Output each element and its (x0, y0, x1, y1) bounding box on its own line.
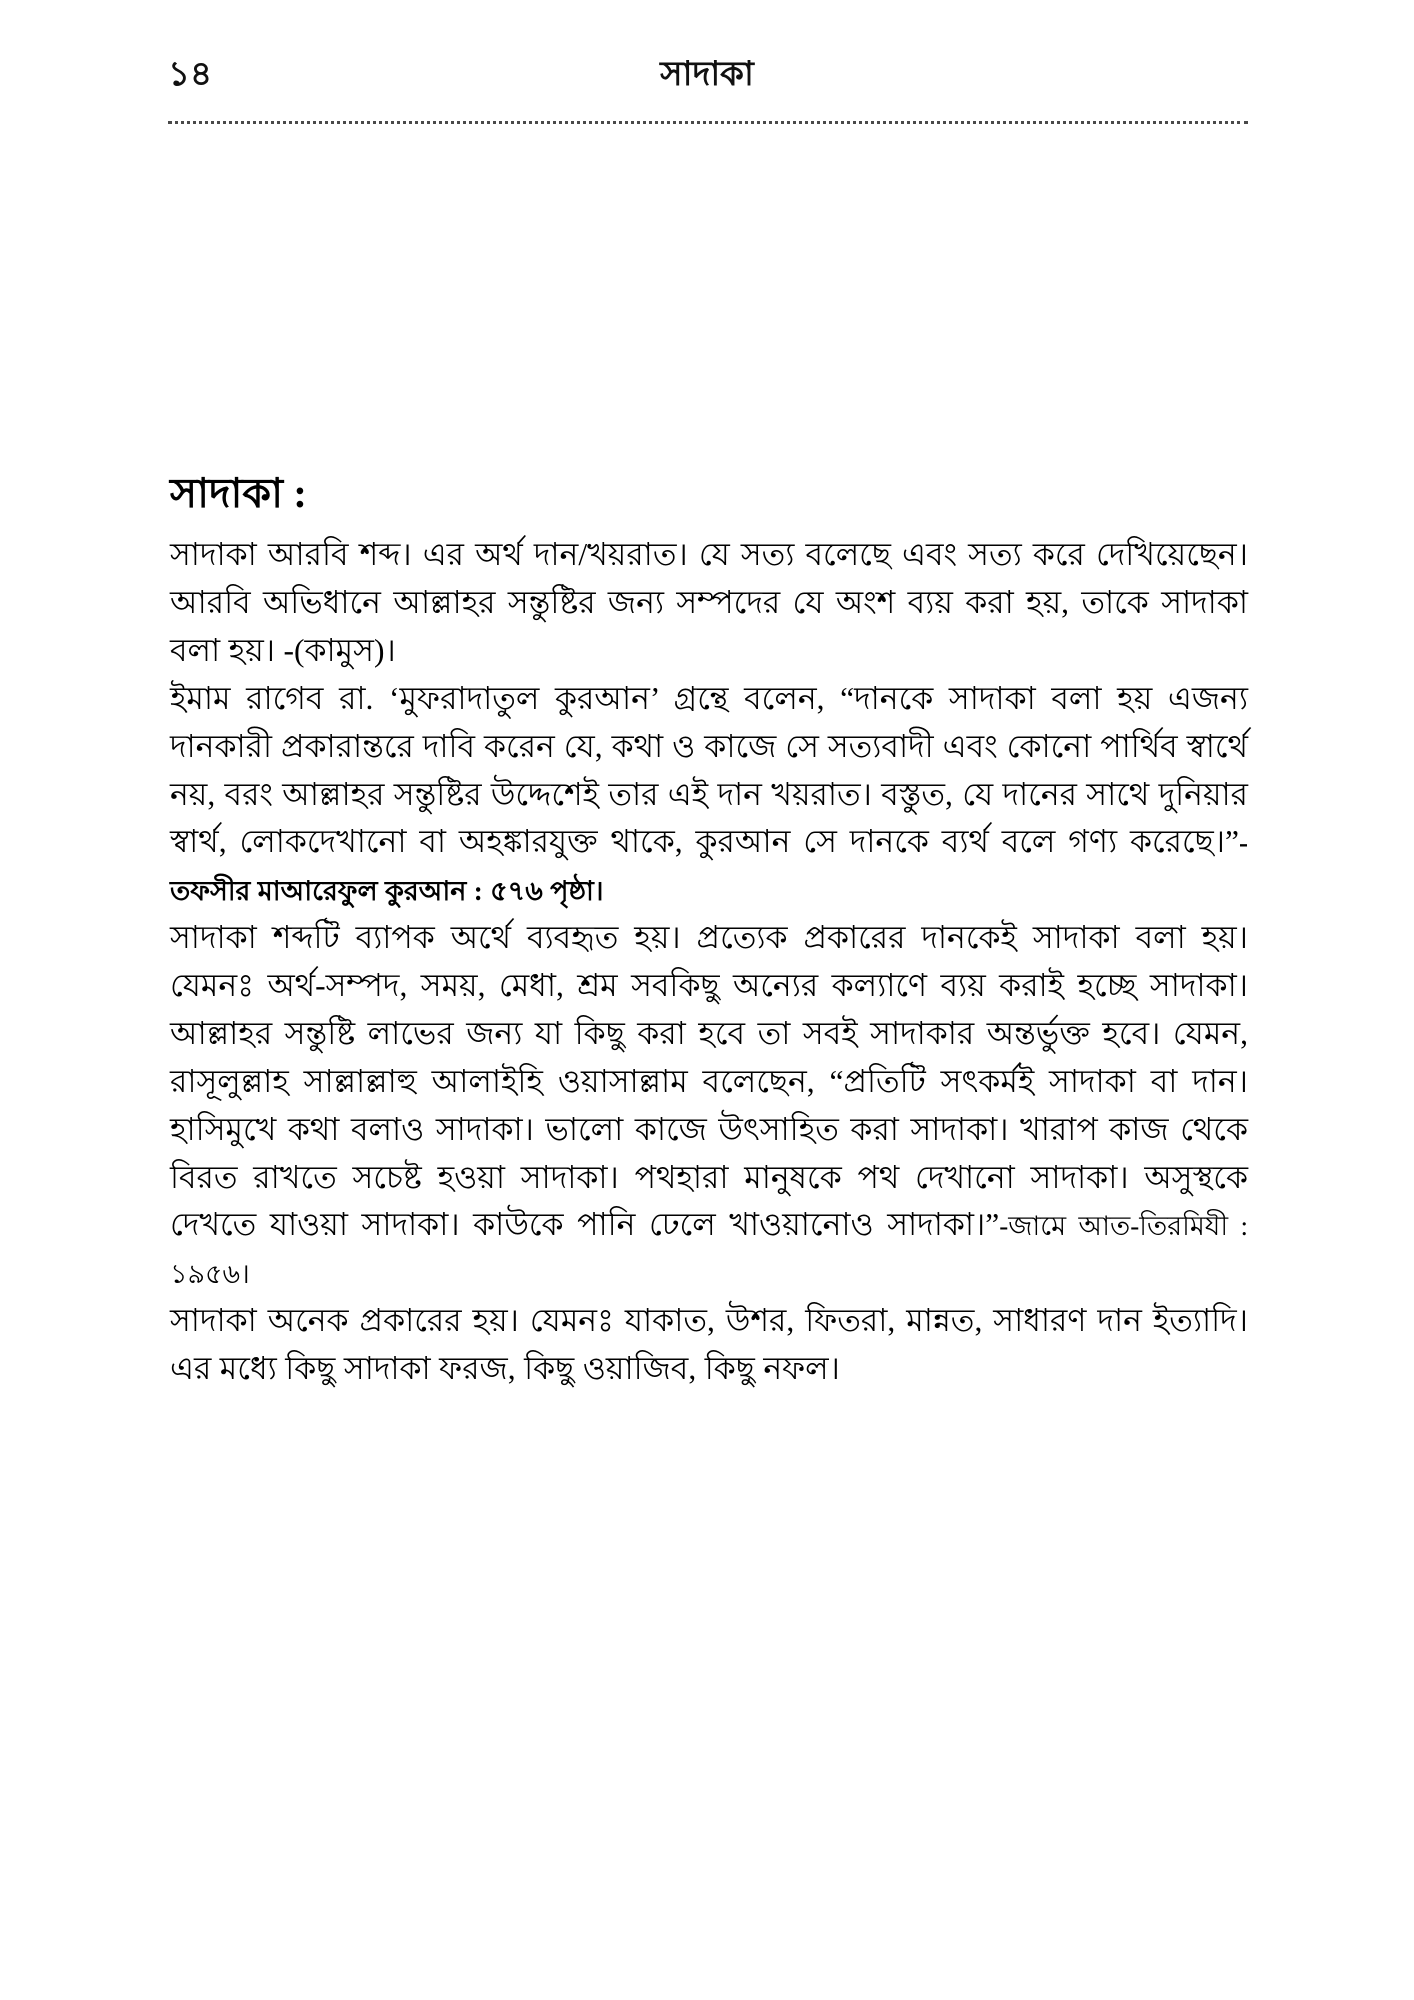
header-row (168, 58, 1246, 110)
page-header (168, 58, 1246, 110)
paragraph-definition: সাদাকা আরবি শব্দ। এর অর্থ দান/খয়রাত। যে সত্য বলেছে এবং সত্য করে দেখিয়েছেন। আরবি অভিধানে আল্লাহর সন্তুষ্টির জন্য সম্পদের যে অংশ ব্যয় করা হয়, তাকে সাদাকা বলা হয়। -(কামুস)। (170, 537, 1248, 668)
paragraph-imam-ragheb-quote (170, 675, 1248, 914)
section-heading: সাদাকা : (170, 470, 307, 516)
paragraph-types: সাদাকা অনেক প্রকারের হয়। যেমনঃ যাকাত, উশর, ফিতরা, মান্নত, সাধারণ দান ইত্যাদি। এর মধ্যে কিছু সাদাকা ফরজ, কিছু ওয়াজিব, কিছু নফল। (170, 1303, 1248, 1387)
page-number: ১৪ (168, 56, 213, 93)
running-title: সাদাকা (660, 56, 754, 93)
paragraph-text: ইমাম রাগেব রা. ‘মুফরাদাতুল কুরআন’ গ্রন্থে বলেন, “দানকে সাদাকা বলা হয় এজন্য দানকারী প্রকারান্তরে দাবি করেন যে, কথা ও কাজে সে সত্যবাদী এবং কোনো পার্থিব স্বার্থে নয়, বরং আল্লাহর সন্তুষ্টির উদ্দেশেই তার এই দান খয়রাত। বস্তুত, যে দানের সাথে দুনিয়ার স্বার্থ, লোকদেখানো বা অহঙ্কারযুক্ত থাকে, কুরআন সে দানকে ব্যর্থ বলে গণ্য করেছে।” (170, 680, 1248, 860)
citation-tirmidhi: -জামে আত-তিরমিযী : ১৯৫৬। (170, 1211, 1249, 1290)
page-body (170, 470, 1248, 1393)
paragraph-broad-meaning (170, 914, 1248, 1297)
citation-maareful-quran: -তফসীর মাআরেফুল কুরআন : ৫৭৬ পৃষ্ঠা। (170, 828, 1248, 907)
paragraph-text: সাদাকা শব্দটি ব্যাপক অর্থে ব্যবহৃত হয়। প্রত্যেক প্রকারের দানকেই সাদাকা বলা হয়। যেমনঃ অর্থ-সম্পদ, সময়, মেধা, শ্রম সবকিছু অন্যের কল্যাণে ব্যয় করাই হচ্ছে সাদাকা। আল্লাহর সন্তুষ্টি লাভের জন্য যা কিছু করা হবে তা সবই সাদাকার অন্তর্ভুক্ত হবে। যেমন, রাসূলুল্লাহ সাল্লাল্লাহু আলাইহি ওয়াসাল্লাম বলেছেন, “প্রতিটি সৎকর্মই সাদাকা বা দান। হাসিমুখে কথা বলাও সাদাকা। ভালো কাজে উৎসাহিত করা সাদাকা। খারাপ কাজ থেকে বিরত রাখতে সচেষ্ট হওয়া সাদাকা। পথহারা মানুষকে পথ দেখানো সাদাকা। অসুস্থকে দেখতে যাওয়া সাদাকা। কাউকে পানি ঢেলে খাওয়ানোও সাদাকা।” (170, 920, 1248, 1243)
header-divider (168, 118, 1248, 124)
